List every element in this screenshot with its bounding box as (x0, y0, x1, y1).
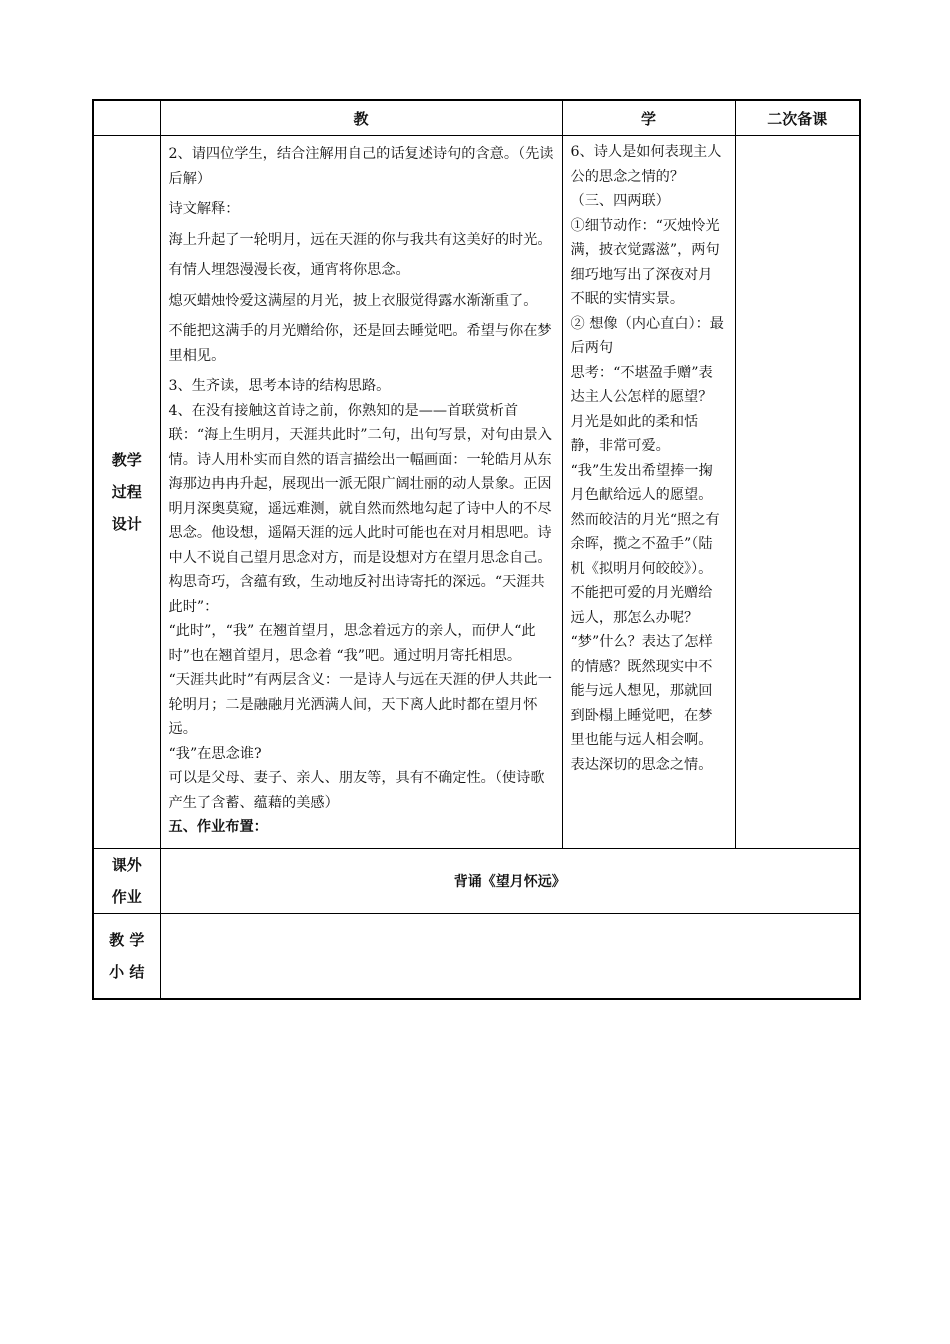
teach-paragraph: 2、请四位学生，结合注解用自己的话复述诗句的含意。（先读后解） (168, 146, 554, 187)
teach-paragraph: 3、生齐读，思考本诗的结构思路。 (168, 378, 391, 394)
homework-label (93, 848, 160, 913)
teach-paragraph: 海上升起了一轮明月，远在天涯的你与我共有这美好的时光。 (168, 231, 552, 248)
teach-content (160, 136, 562, 849)
second-prep-cell (735, 136, 860, 849)
teach-paragraph: 不能把这满手的月光赠给你，还是回去睡觉吧。希望与你在梦里相见。 (168, 323, 552, 364)
summary-label-line-2: 小 结 (109, 962, 145, 981)
summary-content (160, 913, 860, 999)
learn-paragraph: “我”生发出希望捧一掬月色献给远人的愿望。然而皎洁的月光“照之有余晖，揽之不盈手”（陆机《拟明月何皎皎》）。 (570, 462, 720, 577)
teach-paragraph: 4、在没有接触这首诗之前，你熟知的是——首联赏析首联：“海上生明月，天涯共此时”二句，出句写景，对句由景入情。诗人用朴实而自然的语言描绘出一幅画面：一轮皓月从东海那边冉冉升起，展现出一派无限广阔壮丽的动人景象。正因明月深奥莫窥，遥远难测，就自然而然地勾起了诗中人的不尽思念。他设想，遥隔天涯的远人此时可能也在对月相思吧。诗中人不说自己望月思念对方，而是设想对方在望月思念自己。构思奇巧，含蕴有致，生动地反衬出诗寄托的深远。“天涯共此时”： (168, 402, 552, 615)
homework-assignment-heading: 五、作业布置： (168, 819, 268, 835)
process-row (93, 136, 860, 849)
header-teach: 教 (160, 100, 562, 136)
summary-row (93, 913, 860, 999)
process-label (93, 136, 160, 849)
header-row (93, 100, 860, 136)
process-label-line-1: 教学 (111, 450, 142, 469)
learn-paragraph: 思考：“不堪盈手赠”表达主人公怎样的愿望？ (570, 364, 713, 405)
teach-paragraph: 有情人埋怨漫漫长夜，通宵将你思念。 (168, 262, 410, 278)
learn-paragraph: ①细节动作：“灭烛怜光满，披衣觉露滋”，两句细巧地写出了深夜对月不眠的实情实景。 (570, 217, 720, 307)
learn-content (562, 136, 735, 849)
teach-paragraph: “此时”，“我” 在翘首望月，思念着远方的亲人，而伊人“此时”也在翘首望月，思念着 “我”吧。通过明月寄托相思。 (168, 623, 536, 664)
header-learn: 学 (562, 100, 735, 136)
header-corner (93, 100, 160, 136)
homework-label-line-1: 课外 (111, 855, 142, 874)
teach-paragraph: “天涯共此时”有两层含义：一是诗人与远在天涯的伊人共此一轮明月；二是融融月光洒满人间，天下离人此时都在望月怀远。 (168, 672, 552, 737)
homework-text: 背诵《望月怀远》 (160, 848, 860, 913)
process-label-line-2: 过程 (111, 482, 142, 501)
summary-label (93, 913, 160, 999)
header-second-prep: 二次备课 (735, 100, 860, 136)
learn-paragraph: 月光是如此的柔和恬静，非常可爱。 (570, 413, 699, 454)
learn-paragraph: 6、诗人是如何表现主人公的思念之情的？（三、四两联） (570, 144, 722, 209)
homework-label-line-2: 作业 (111, 887, 142, 906)
process-label-line-3: 设计 (111, 514, 142, 533)
learn-paragraph: ② 想像（内心直白）：最后两句 (570, 315, 724, 356)
teach-paragraph: 可以是父母、妻子、亲人、朋友等，具有不确定性。（使诗歌产生了含蓄、蕴藉的美感） (168, 770, 545, 811)
summary-label-line-1: 教 学 (109, 930, 145, 949)
learn-paragraph: 不能把可爱的月光赠给远人，那怎么办呢？ “梦”什么？表达了怎样的情感？既然现实中不能与远人想见，那就回到卧榻上睡觉吧，在梦里也能与远人相会啊。表达深切的思念之情。 (570, 585, 713, 773)
teach-paragraph: 熄灭蜡烛怜爱这满屋的月光，披上衣服觉得露水渐渐重了。 (168, 292, 538, 309)
homework-row (93, 848, 860, 913)
teach-paragraph: 诗文解释： (168, 201, 240, 217)
teach-paragraph: “我”在思念谁? (168, 745, 262, 762)
lesson-plan-table (92, 99, 861, 1000)
